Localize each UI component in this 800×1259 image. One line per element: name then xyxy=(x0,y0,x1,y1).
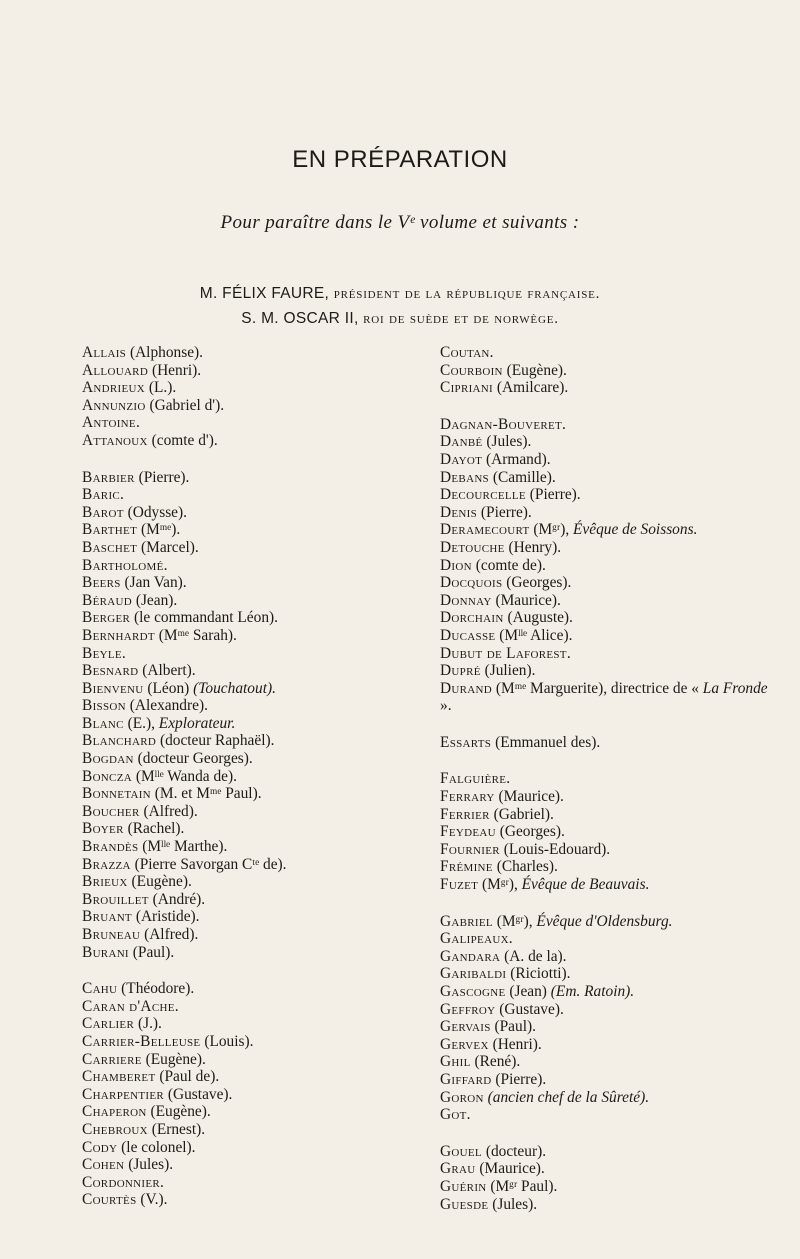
entry-surname: Boucher xyxy=(82,802,140,820)
entry-details: (André). xyxy=(152,890,206,908)
entry-surname: Annunzio xyxy=(82,396,146,414)
entry-details: (Léon) xyxy=(147,679,190,697)
name-entry xyxy=(82,1103,462,1121)
name-entry xyxy=(440,344,780,362)
entry-details: (M. et Mᵐᵉ Paul). xyxy=(154,785,262,803)
entry-note: (ancien chef de la Sûreté). xyxy=(487,1088,650,1106)
name-entry xyxy=(440,823,780,841)
entry-details: (Rachel). xyxy=(127,820,185,838)
name-entry xyxy=(82,414,462,432)
entry-details: (Maurice). xyxy=(479,1160,545,1178)
entry-details: (Théodore). xyxy=(121,980,195,998)
entry-surname: Béraud xyxy=(82,591,132,609)
name-entry xyxy=(440,592,780,610)
entry-surname: Besnard xyxy=(82,662,139,680)
entry-details: (A. de la). xyxy=(504,947,567,965)
entry-note: La Fronde xyxy=(702,679,768,697)
entry-details: (comte de). xyxy=(475,556,546,574)
entry-details: (V.). xyxy=(140,1191,168,1209)
name-entry xyxy=(440,627,780,645)
entry-details: (Alfred). xyxy=(143,802,198,820)
entry-surname: Brieux xyxy=(82,873,128,891)
entry-details: (Louis-Edouard). xyxy=(503,840,611,858)
entry-surname: Gascogne xyxy=(440,983,506,1000)
name-entry xyxy=(82,432,462,450)
entry-surname: Beers xyxy=(82,574,121,592)
entry-surname: Galipeaux. xyxy=(440,930,513,948)
name-entry xyxy=(82,785,462,803)
name-entry xyxy=(82,486,462,504)
entry-surname: Baschet xyxy=(82,538,138,556)
entry-surname: Carlier xyxy=(82,1015,135,1033)
page-subtitle: Pour paraître dans le Vᵉ volume et suivants : xyxy=(220,212,580,233)
entry-surname: Frémine xyxy=(440,858,493,876)
entry-surname: Courboin xyxy=(440,361,503,379)
entry-details: (docteur). xyxy=(485,1142,547,1160)
name-entry xyxy=(82,891,462,909)
name-entry xyxy=(82,574,462,592)
name-entry xyxy=(82,1051,462,1069)
entry-details: (Georges). xyxy=(499,823,565,841)
entry-surname: Decourcelle xyxy=(440,486,526,504)
name-entry xyxy=(440,806,780,824)
name-entry xyxy=(440,379,780,397)
dignitary-line xyxy=(0,285,800,303)
entry-surname: Gabriel xyxy=(440,912,493,930)
name-group xyxy=(440,770,780,893)
name-entry xyxy=(82,998,462,1016)
entry-details: (Odysse). xyxy=(127,503,187,521)
entry-details: (Jules). xyxy=(486,433,532,451)
entry-details: (Eugène). xyxy=(506,361,567,379)
entry-surname: Danbé xyxy=(440,433,483,451)
entry-surname: Gervais xyxy=(440,1018,491,1036)
entry-surname: Durand xyxy=(440,679,493,697)
entry-surname: Goron xyxy=(440,1088,484,1106)
name-entry xyxy=(440,1143,780,1161)
name-entry xyxy=(440,662,780,680)
entry-details: (Alexandre). xyxy=(129,697,208,715)
entry-details: (Henri). xyxy=(151,361,202,379)
name-entry xyxy=(440,841,780,859)
name-entry xyxy=(82,609,462,627)
entry-surname: Donnay xyxy=(440,591,492,609)
entry-surname: Gervex xyxy=(440,1035,489,1053)
entry-surname: Antoine. xyxy=(82,414,141,432)
name-entry xyxy=(440,574,780,592)
name-entry xyxy=(82,521,462,539)
name-entry xyxy=(82,1174,462,1192)
entry-surname: Dupré xyxy=(440,662,481,680)
entry-tail: ». xyxy=(440,697,452,715)
right-name-column xyxy=(440,344,780,1232)
entry-note: Évêque de Soissons. xyxy=(573,521,698,539)
name-group xyxy=(82,980,462,1209)
name-entry xyxy=(82,662,462,680)
entry-details: (Mᵐᵉ Marguerite), directrice de « xyxy=(495,679,703,697)
entry-details: (Julien). xyxy=(484,662,536,680)
name-entry xyxy=(82,362,462,380)
dignitary-role: président de la république française. xyxy=(333,286,601,302)
entry-surname: Dubut de Laforest. xyxy=(440,644,571,662)
entry-details: (Pierre). xyxy=(480,503,532,521)
name-entry xyxy=(440,913,780,931)
entry-details: (Paul). xyxy=(132,943,175,961)
dignitary-line xyxy=(0,310,800,328)
entry-details: (Henry). xyxy=(508,538,562,556)
entry-details: (Jan Van). xyxy=(124,574,187,592)
entry-surname: Ferrier xyxy=(440,805,490,823)
entry-surname: Guérin xyxy=(440,1177,487,1195)
entry-surname: Bruant xyxy=(82,908,132,926)
name-entry xyxy=(440,416,780,434)
entry-details: (René). xyxy=(474,1053,521,1071)
entry-surname: Boyer xyxy=(82,820,124,838)
name-entry xyxy=(440,645,780,663)
entry-surname: Brouillet xyxy=(82,890,149,908)
entry-details: (Jean). xyxy=(135,591,178,609)
name-entry xyxy=(440,770,780,788)
entry-surname: Dion xyxy=(440,556,472,574)
entry-details: (Mᵍʳ), xyxy=(533,521,570,539)
entry-surname: Ducasse xyxy=(440,626,496,644)
entry-details: (docteur Raphaël). xyxy=(159,732,275,750)
name-entry xyxy=(82,645,462,663)
name-entry xyxy=(82,856,462,874)
entry-details: (le commandant Léon). xyxy=(133,609,279,627)
entry-details: (Maurice). xyxy=(498,788,564,806)
entry-surname: Bartholomé. xyxy=(82,556,168,574)
entry-surname: Barbier xyxy=(82,468,135,486)
entry-details: (E.), xyxy=(127,714,155,732)
entry-details: (Eugène). xyxy=(131,873,192,891)
name-entry xyxy=(440,451,780,469)
entry-details: (Charles). xyxy=(496,858,558,876)
entry-details: (Gabriel d'). xyxy=(149,396,225,414)
entry-surname: Cipriani xyxy=(440,379,493,397)
name-entry xyxy=(440,680,780,715)
name-entry xyxy=(82,926,462,944)
name-entry xyxy=(440,858,780,876)
entry-surname: Giffard xyxy=(440,1070,492,1088)
name-entry xyxy=(82,539,462,557)
entry-details: (Riciotti). xyxy=(510,965,571,983)
entry-details: (Auguste). xyxy=(507,609,573,627)
entry-surname: Got. xyxy=(440,1106,471,1124)
entry-details: (Marcel). xyxy=(141,538,199,556)
entry-details: (Pierre). xyxy=(138,468,190,486)
entry-surname: Bonnetain xyxy=(82,785,151,803)
entry-details: (Pierre). xyxy=(495,1070,547,1088)
name-group xyxy=(440,913,780,1124)
entry-surname: Bisson xyxy=(82,697,126,715)
entry-details: (Georges). xyxy=(506,574,572,592)
entry-surname: Bruneau xyxy=(82,926,141,943)
name-entry xyxy=(82,838,462,856)
entry-details: (Louis). xyxy=(204,1032,254,1050)
name-entry xyxy=(440,1036,780,1054)
name-entry xyxy=(82,1033,462,1051)
entry-surname: Ghil xyxy=(440,1053,471,1071)
entry-details: (Maurice). xyxy=(495,591,561,609)
name-entry xyxy=(82,768,462,786)
entry-details: (Jules). xyxy=(492,1195,538,1213)
name-entry xyxy=(82,557,462,575)
name-entry xyxy=(440,433,780,451)
name-entry xyxy=(82,680,462,698)
entry-details: (Gustave). xyxy=(499,1000,564,1018)
entry-surname: Cordonnier. xyxy=(82,1173,165,1191)
name-entry xyxy=(82,469,462,487)
entry-surname: Falguière. xyxy=(440,770,511,788)
entry-note: Évêque de Beauvais. xyxy=(521,876,650,894)
entry-details: (Eugène). xyxy=(150,1103,211,1121)
entry-surname: Chamberet xyxy=(82,1068,156,1086)
entry-surname: Carrier-Belleuse xyxy=(82,1032,201,1050)
entry-surname: Chebroux xyxy=(82,1120,148,1138)
entry-surname: Allais xyxy=(82,344,127,361)
name-entry xyxy=(82,344,462,362)
name-entry xyxy=(82,1156,462,1174)
name-entry xyxy=(82,944,462,962)
page-title: EN PRÉPARATION xyxy=(292,146,508,173)
name-group xyxy=(440,344,780,397)
name-entry xyxy=(440,788,780,806)
entry-surname: Carriere xyxy=(82,1050,142,1068)
entry-surname: Barthet xyxy=(82,521,138,539)
entry-surname: Fournier xyxy=(440,840,500,858)
name-entry xyxy=(82,397,462,415)
entry-surname: Bogdan xyxy=(82,750,134,768)
name-entry xyxy=(82,980,462,998)
name-entry xyxy=(82,697,462,715)
entry-surname: Fuzet xyxy=(440,876,479,894)
name-entry xyxy=(82,873,462,891)
name-entry xyxy=(440,609,780,627)
name-entry xyxy=(440,539,780,557)
entry-surname: Chaperon xyxy=(82,1103,147,1121)
entry-surname: Dorchain xyxy=(440,609,504,627)
name-entry xyxy=(82,908,462,926)
entry-surname: Ferrary xyxy=(440,788,495,806)
name-entry xyxy=(82,750,462,768)
entry-surname: Baric. xyxy=(82,486,125,504)
entry-details: (Mᵐᵉ Sarah). xyxy=(158,626,237,644)
name-entry xyxy=(82,1121,462,1139)
entry-details: (docteur Georges). xyxy=(137,750,253,768)
name-entry xyxy=(440,521,780,539)
entry-details: (Armand). xyxy=(486,450,551,468)
entry-details: (Henri). xyxy=(492,1035,542,1053)
name-entry xyxy=(82,732,462,750)
name-entry xyxy=(440,1001,780,1019)
entry-surname: Beyle. xyxy=(82,644,127,662)
name-entry xyxy=(82,592,462,610)
entry-surname: Burani xyxy=(82,943,129,961)
left-name-column xyxy=(82,344,462,1228)
entry-surname: Allouard xyxy=(82,361,149,379)
entry-details: (comte d'). xyxy=(151,431,218,449)
entry-details: (Mᵐᵉ). xyxy=(140,521,181,539)
name-group xyxy=(82,469,462,962)
entry-details: (Mᵍʳ), xyxy=(496,912,533,930)
name-entry xyxy=(440,1160,780,1178)
entry-note: (Touchatout). xyxy=(193,679,276,697)
entry-surname: Debans xyxy=(440,468,489,486)
entry-details: (L.). xyxy=(148,379,177,397)
entry-details: (le colonel). xyxy=(121,1138,196,1156)
entry-details: (Emmanuel des). xyxy=(495,733,601,751)
entry-surname: Geffroy xyxy=(440,1000,496,1018)
entry-details: (Ernest). xyxy=(151,1120,206,1138)
dignitary-name: M. FÉLIX FAURE, xyxy=(199,285,330,302)
name-group xyxy=(440,1143,780,1213)
name-entry xyxy=(440,469,780,487)
entry-surname: Essarts xyxy=(440,733,492,751)
entry-surname: Coutan. xyxy=(440,344,494,361)
entry-details: (Eugène). xyxy=(145,1050,206,1068)
name-group xyxy=(440,734,780,752)
name-entry xyxy=(82,504,462,522)
entry-surname: Boncza xyxy=(82,767,132,785)
name-entry xyxy=(82,1139,462,1157)
entry-details: (Pierre Savorgan Cᵗᵉ de). xyxy=(134,855,287,873)
entry-surname: Charpentier xyxy=(82,1085,165,1103)
entry-surname: Brandès xyxy=(82,838,139,856)
entry-surname: Detouche xyxy=(440,538,505,556)
name-entry xyxy=(440,930,780,948)
entry-surname: Bernhardt xyxy=(82,626,155,644)
entry-details: (Paul). xyxy=(494,1018,536,1036)
name-entry xyxy=(440,983,780,1001)
entry-surname: Garibaldi xyxy=(440,965,507,983)
entry-note: (Em. Ratoin). xyxy=(550,983,635,1000)
entry-details: (Mˡˡᵉ Marthe). xyxy=(142,838,228,856)
name-entry xyxy=(440,876,780,894)
entry-details: (Mᵍʳ Paul). xyxy=(490,1177,558,1195)
entry-surname: Cahu xyxy=(82,980,118,998)
entry-details: (Aristide). xyxy=(135,908,200,926)
name-entry xyxy=(82,379,462,397)
entry-details: (Alphonse). xyxy=(129,344,204,361)
entry-surname: Attanoux xyxy=(82,431,148,449)
entry-details: (Alfred). xyxy=(144,926,199,943)
entry-details: (Jules). xyxy=(128,1156,174,1174)
entry-details: (Mˡˡᵉ Alice). xyxy=(499,626,573,644)
entry-details: (Mˡˡᵉ Wanda de). xyxy=(135,767,237,785)
entry-details: (Jean) xyxy=(509,983,547,1000)
entry-surname: Guesde xyxy=(440,1195,489,1213)
entry-surname: Gouel xyxy=(440,1142,482,1160)
entry-surname: Feydeau xyxy=(440,823,496,841)
entry-surname: Docquois xyxy=(440,574,503,592)
entry-details: (Albert). xyxy=(142,662,196,680)
entry-details: (Camille). xyxy=(492,468,556,486)
entry-surname: Blanchard xyxy=(82,732,157,750)
entry-surname: Barot xyxy=(82,503,124,521)
entry-surname: Brazza xyxy=(82,855,131,873)
entry-surname: Cody xyxy=(82,1138,118,1156)
name-entry xyxy=(82,1086,462,1104)
dignitary-role: roi de suède et de norwège. xyxy=(363,311,559,327)
entry-surname: Denis xyxy=(440,503,478,521)
entry-surname: Dayot xyxy=(440,450,483,468)
name-entry xyxy=(440,504,780,522)
entry-surname: Gandara xyxy=(440,947,501,965)
entry-details: (Amilcare). xyxy=(496,379,569,397)
entry-surname: Grau xyxy=(440,1160,476,1178)
entry-details: (Gustave). xyxy=(167,1085,233,1103)
name-entry xyxy=(440,948,780,966)
name-entry xyxy=(440,1106,780,1124)
entry-surname: Berger xyxy=(82,609,131,627)
name-entry xyxy=(440,1018,780,1036)
name-entry xyxy=(82,803,462,821)
name-entry xyxy=(440,1071,780,1089)
entry-surname: Deramecourt xyxy=(440,521,530,539)
name-entry xyxy=(440,362,780,380)
name-entry xyxy=(440,1196,780,1214)
name-entry xyxy=(82,1015,462,1033)
entry-surname: Bienvenu xyxy=(82,679,144,697)
entry-details: (J.). xyxy=(137,1015,162,1033)
entry-details: (Paul de). xyxy=(159,1068,220,1086)
entry-surname: Blanc xyxy=(82,714,124,732)
name-entry xyxy=(440,965,780,983)
entry-surname: Dagnan-Bouveret. xyxy=(440,415,567,433)
name-group xyxy=(82,344,462,450)
name-entry xyxy=(440,1178,780,1196)
name-entry xyxy=(82,1191,462,1209)
name-entry xyxy=(440,557,780,575)
name-entry xyxy=(440,1053,780,1071)
dignitary-name: S. M. OSCAR II, xyxy=(241,310,359,327)
name-entry xyxy=(82,1068,462,1086)
name-entry xyxy=(82,820,462,838)
name-entry xyxy=(440,1089,780,1107)
name-group xyxy=(440,416,780,715)
name-entry xyxy=(440,486,780,504)
name-entry xyxy=(82,627,462,645)
entry-surname: Andrieux xyxy=(82,379,146,397)
name-entry xyxy=(82,715,462,733)
entry-details: (Pierre). xyxy=(529,486,581,504)
name-entry xyxy=(440,734,780,752)
entry-note: Évêque d'Oldensburg. xyxy=(536,912,673,930)
entry-details: (Mᵍʳ), xyxy=(482,876,518,894)
entry-note: Explorateur. xyxy=(158,714,236,732)
entry-surname: Cohen xyxy=(82,1156,125,1174)
entry-surname: Caran d'Ache. xyxy=(82,997,179,1015)
entry-surname: Courtès xyxy=(82,1191,137,1209)
entry-details: (Gabriel). xyxy=(493,805,554,823)
